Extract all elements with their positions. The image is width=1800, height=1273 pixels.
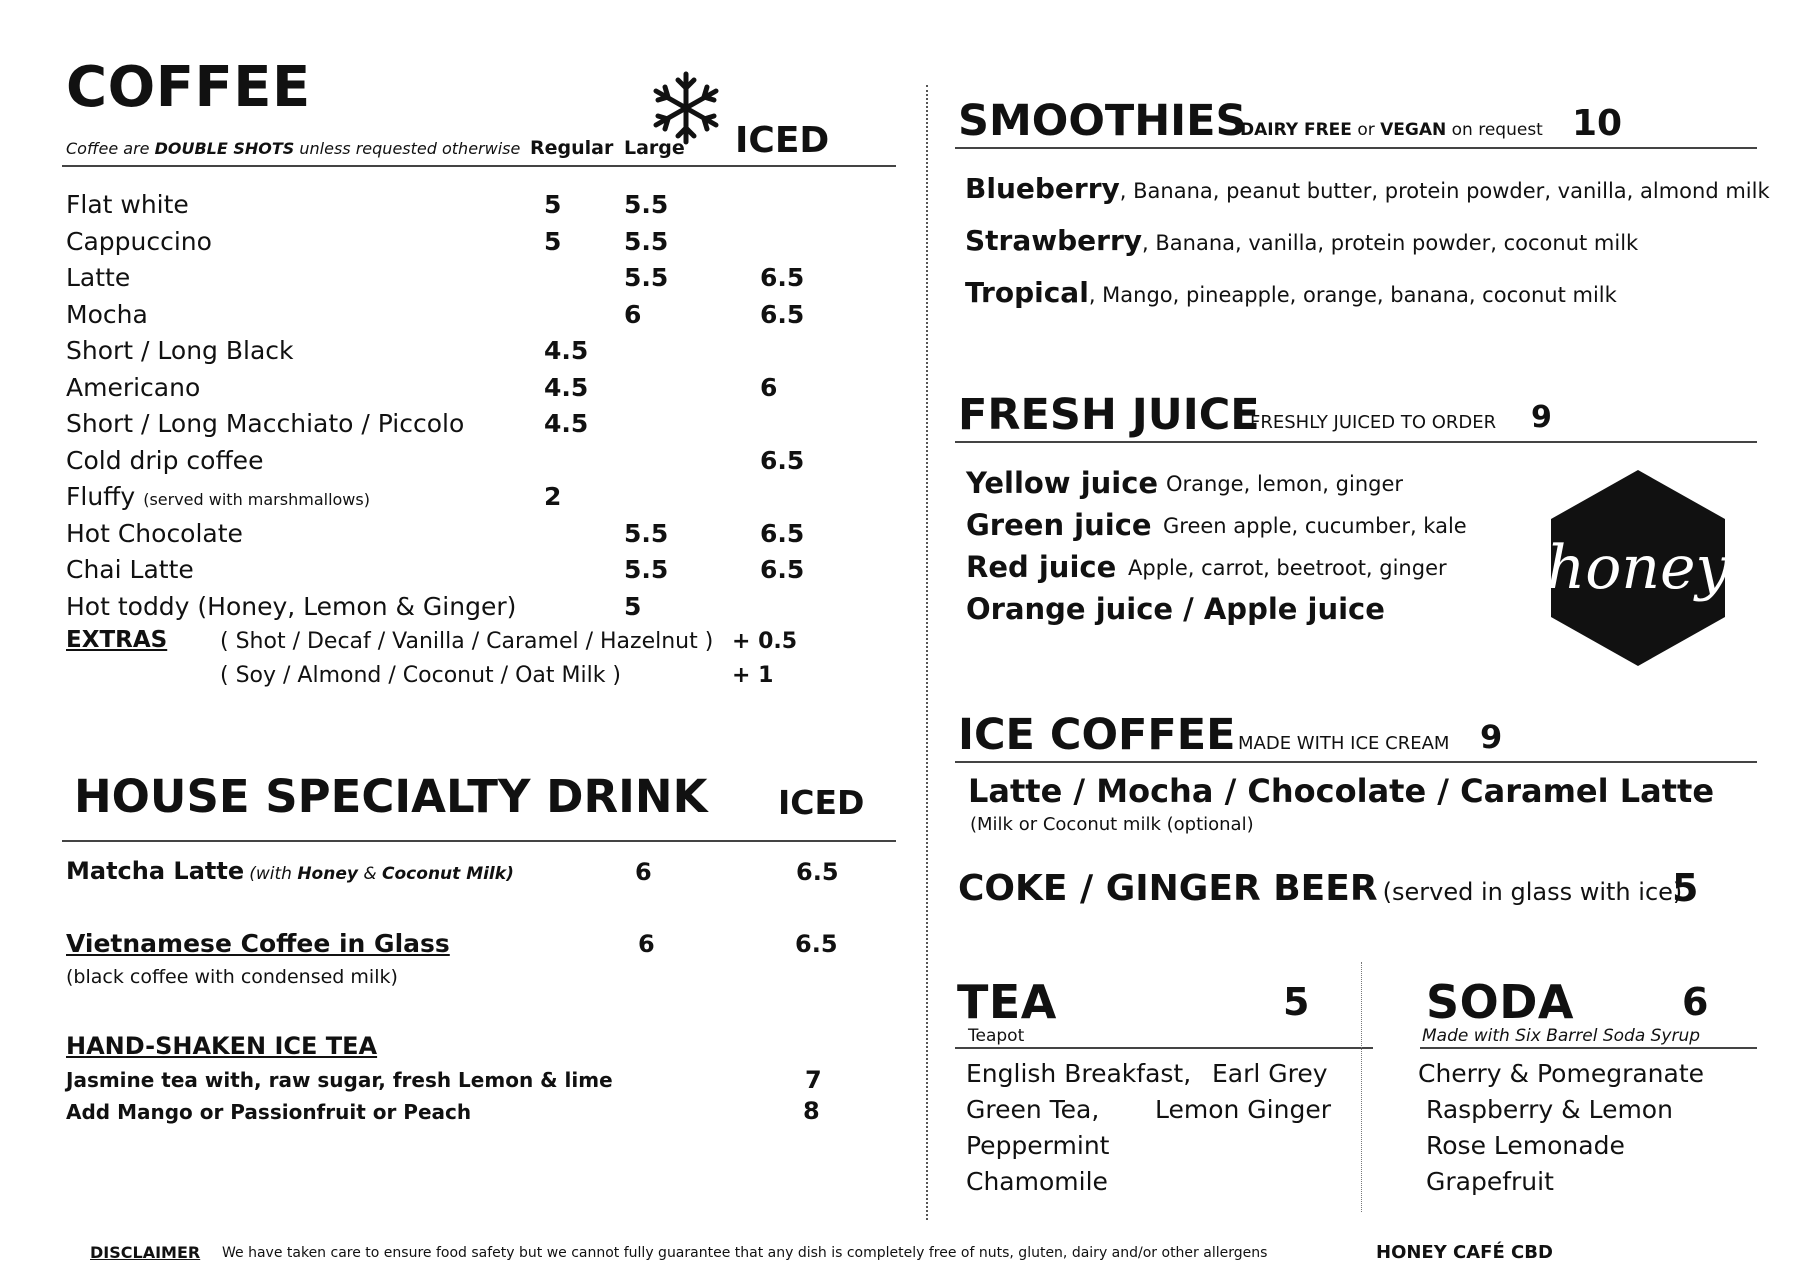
extras-milk-price: + 1 xyxy=(732,663,774,688)
soda-item: Cherry & Pomegranate xyxy=(1418,1059,1705,1088)
smoothie-name: Tropical xyxy=(965,276,1089,309)
disclaimer-text: We have taken care to ensure food safety but we cannot fully guarantee that any dish is completely free of nuts, gluten, dairy and/or other allergens xyxy=(222,1245,1268,1261)
smoothies-divider xyxy=(955,147,1757,149)
coffee-note: Coffee are DOUBLE SHOTS unless requested otherwise xyxy=(66,139,521,158)
coffee-item-regular-price: 5 xyxy=(544,227,562,256)
tea-title: TEA xyxy=(957,975,1057,1029)
soda-item: Raspberry & Lemon xyxy=(1426,1095,1673,1124)
matcha-latte-price: 6 xyxy=(635,858,652,886)
extras-milk-line: ( Soy / Almond / Coconut / Oat Milk ) xyxy=(220,663,622,688)
tea-item: Earl Grey xyxy=(1212,1059,1328,1088)
coffee-item-name: Hot Chocolate xyxy=(66,519,243,548)
fluffy-note: (served with marshmallows) xyxy=(143,490,370,509)
tea-item: Lemon Ginger xyxy=(1155,1095,1332,1124)
vietnamese-coffee-note: (black coffee with condensed milk) xyxy=(66,966,398,988)
coffee-item-regular-price: 2 xyxy=(544,482,562,511)
fresh-juice-note: FRESHLY JUICED TO ORDER xyxy=(1250,412,1497,433)
ice-tea-line-1: Jasmine tea with, raw sugar, fresh Lemon & lime xyxy=(66,1068,613,1092)
tea-item: Chamomile xyxy=(966,1167,1108,1196)
smoothie-desc: , Banana, peanut butter, protein powder, vanilla, almond milk xyxy=(1119,179,1770,203)
juice-name: Green juice xyxy=(966,508,1152,542)
ice-tea-title: HAND-SHAKEN ICE TEA xyxy=(66,1032,378,1060)
coffee-item-name: Flat white xyxy=(66,190,189,219)
coffee-item-large-price: 5.5 xyxy=(624,555,669,584)
smoothie-desc: , Mango, pineapple, orange, banana, coconut milk xyxy=(1088,283,1617,307)
smoothie-desc: , Banana, vanilla, protein powder, coconut milk xyxy=(1142,231,1639,255)
tea-sub: Teapot xyxy=(968,1026,1025,1046)
tea-price: 5 xyxy=(1283,980,1310,1024)
smoothies-note: DAIRY FREE or VEGAN on request xyxy=(1240,120,1543,140)
coffee-item-regular-price: 4.5 xyxy=(544,409,589,438)
coffee-item-regular-price: 4.5 xyxy=(544,336,589,365)
honey-hexagon-logo xyxy=(1545,468,1731,668)
coke-note: (served in glass with ice) xyxy=(1382,878,1683,906)
ice-coffee-sub: (Milk or Coconut milk (optional) xyxy=(970,814,1254,835)
coffee-item-iced-price: 6.5 xyxy=(760,263,805,292)
vietnamese-coffee-name: Vietnamese Coffee in Glass xyxy=(66,929,450,958)
soda-item: Rose Lemonade xyxy=(1426,1131,1625,1160)
coffee-item-name: Cold drip coffee xyxy=(66,446,264,475)
coffee-item-iced-price: 6.5 xyxy=(760,300,805,329)
soda-item: Grapefruit xyxy=(1426,1167,1554,1196)
svg-text:honey: honey xyxy=(1546,533,1730,603)
juice-name: Yellow juice xyxy=(966,466,1159,500)
house-iced-header: ICED xyxy=(778,783,865,822)
smoothie-item xyxy=(965,172,1770,205)
coffee-item-name: Americano xyxy=(66,373,201,402)
coffee-item-iced-price: 6.5 xyxy=(760,519,805,548)
vietnamese-coffee-iced-price: 6.5 xyxy=(795,930,838,958)
coffee-item-name: Cappuccino xyxy=(66,227,212,256)
vietnamese-coffee-price: 6 xyxy=(638,930,655,958)
coke-price: 5 xyxy=(1672,866,1699,910)
coffee-item-large-price: 5.5 xyxy=(624,227,669,256)
ice-coffee-title: ICE COFFEE xyxy=(958,710,1236,760)
house-specialty-title: HOUSE SPECIALTY DRINK xyxy=(74,770,708,823)
column-header-iced: ICED xyxy=(735,120,830,161)
column-divider xyxy=(926,85,928,1220)
brand-name: HONEY CAFÉ CBD xyxy=(1376,1242,1553,1263)
smoothie-item xyxy=(965,224,1638,257)
extras-label: EXTRAS xyxy=(66,627,168,653)
matcha-latte-item xyxy=(66,857,514,885)
coffee-item-name: Hot toddy (Honey, Lemon & Ginger) xyxy=(66,592,517,621)
disclaimer-label: DISCLAIMER xyxy=(90,1243,201,1262)
house-divider xyxy=(62,840,896,842)
soda-divider xyxy=(1420,1047,1757,1049)
tea-item: English Breakfast, xyxy=(966,1059,1192,1088)
smoothies-title: SMOOTHIES xyxy=(958,96,1247,146)
matcha-latte-note: (with Honey & Coconut Milk) xyxy=(249,864,514,884)
juice-name: Red juice xyxy=(966,550,1117,584)
fresh-juice-price: 9 xyxy=(1531,400,1552,435)
coffee-item-name: Short / Long Black xyxy=(66,336,294,365)
column-header-large: Large xyxy=(624,137,685,159)
coffee-item-iced-price: 6.5 xyxy=(760,555,805,584)
coffee-item-large-price: 5.5 xyxy=(624,519,669,548)
smoothie-item xyxy=(965,276,1617,309)
coffee-item-name: Fluffy (served with marshmallows) xyxy=(66,482,370,511)
tea-item: Peppermint xyxy=(966,1131,1110,1160)
ice-coffee-line: Latte / Mocha / Chocolate / Caramel Latte xyxy=(968,772,1715,810)
tea-divider xyxy=(955,1047,1373,1049)
column-header-regular: Regular xyxy=(530,137,614,159)
extras-shot-line: ( Shot / Decaf / Vanilla / Caramel / Hazelnut ) xyxy=(220,629,714,654)
ice-coffee-price: 9 xyxy=(1480,718,1503,756)
coffee-item-iced-price: 6 xyxy=(760,373,778,402)
coffee-divider xyxy=(62,165,896,167)
juice-desc: Green apple, cucumber, kale xyxy=(1163,514,1467,538)
coffee-item-large-price: 6 xyxy=(624,300,642,329)
coke-ginger-beer-item xyxy=(958,868,1682,909)
fresh-juice-title: FRESH JUICE xyxy=(958,390,1260,440)
coffee-item-name: Short / Long Macchiato / Piccolo xyxy=(66,409,465,438)
coffee-item-name: Latte xyxy=(66,263,131,292)
ice-coffee-note: MADE WITH ICE CREAM xyxy=(1238,733,1450,754)
ice-tea-line-2: Add Mango or Passionfruit or Peach xyxy=(66,1100,472,1124)
snowflake-icon xyxy=(648,70,724,146)
coffee-title: COFFEE xyxy=(66,55,311,120)
matcha-latte-iced-price: 6.5 xyxy=(796,858,839,886)
coffee-item-large-price: 5 xyxy=(624,592,642,621)
soda-title: SODA xyxy=(1426,975,1575,1029)
smoothies-price: 10 xyxy=(1572,103,1623,144)
coffee-item-regular-price: 4.5 xyxy=(544,373,589,402)
coffee-item-large-price: 5.5 xyxy=(624,263,669,292)
ice-coffee-divider xyxy=(955,761,1757,763)
fresh-juice-divider xyxy=(955,441,1757,443)
smoothie-name: Blueberry xyxy=(965,172,1120,205)
juice-name: Orange juice / Apple juice xyxy=(966,592,1385,626)
smoothie-name: Strawberry xyxy=(965,224,1143,257)
coke-title: COKE / GINGER BEER xyxy=(958,868,1378,909)
coffee-item-regular-price: 5 xyxy=(544,190,562,219)
ice-tea-price-2: 8 xyxy=(803,1097,820,1125)
juice-desc: Orange, lemon, ginger xyxy=(1166,472,1404,496)
coffee-item-name: Chai Latte xyxy=(66,555,194,584)
coffee-item-iced-price: 6.5 xyxy=(760,446,805,475)
ice-tea-price-1: 7 xyxy=(805,1066,822,1094)
soda-sub: Made with Six Barrel Soda Syrup xyxy=(1422,1026,1701,1046)
soda-price: 6 xyxy=(1682,980,1709,1024)
coffee-item-large-price: 5.5 xyxy=(624,190,669,219)
tea-soda-divider xyxy=(1361,962,1362,1212)
extras-shot-price: + 0.5 xyxy=(732,629,798,654)
juice-desc: Apple, carrot, beetroot, ginger xyxy=(1128,556,1447,580)
coffee-item-name: Mocha xyxy=(66,300,148,329)
tea-item: Green Tea, xyxy=(966,1095,1100,1124)
matcha-latte-name: Matcha Latte xyxy=(66,857,245,885)
